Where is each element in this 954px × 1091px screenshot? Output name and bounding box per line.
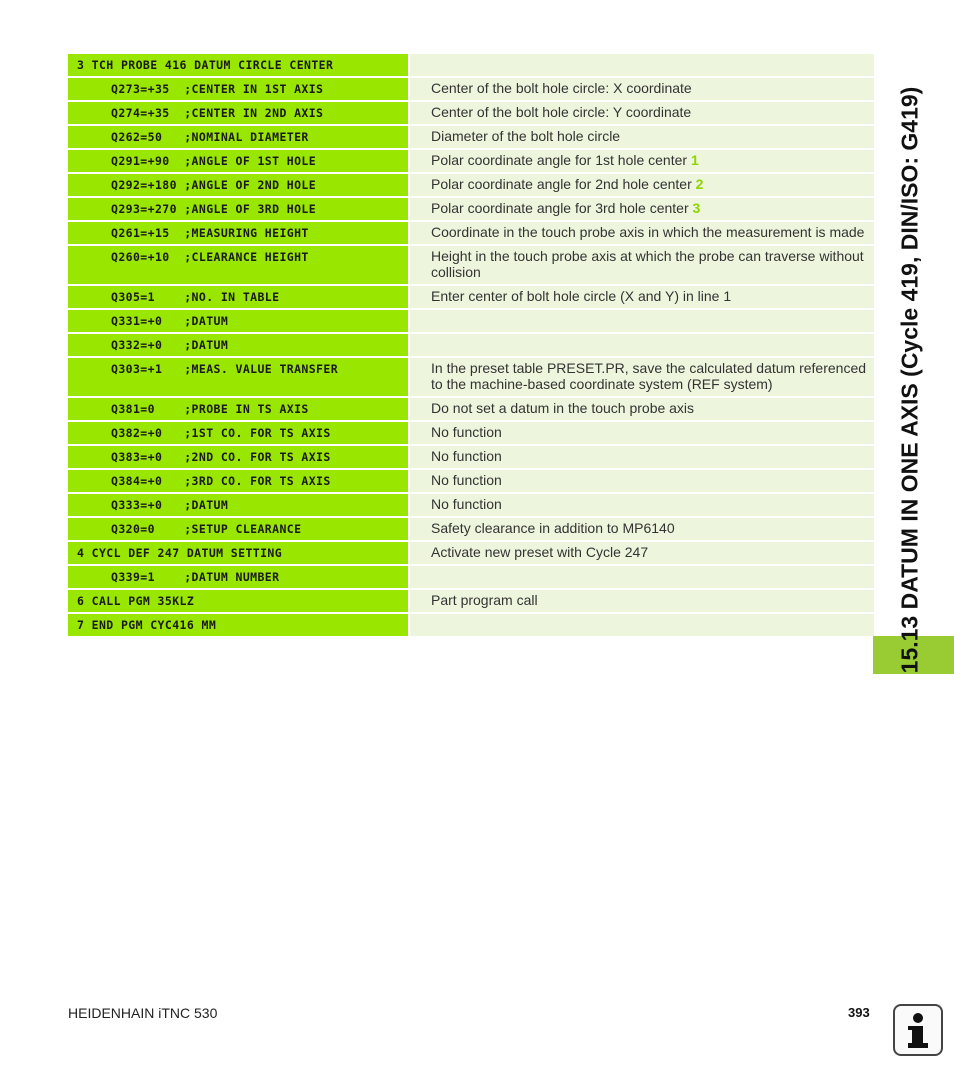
description-cell bbox=[410, 198, 874, 220]
table-row bbox=[68, 470, 874, 492]
description-text: Polar coordinate angle for 1st hole center bbox=[431, 152, 691, 168]
nc-code-cell: Q332=+0 ;DATUM bbox=[68, 334, 408, 356]
description-text: No function bbox=[431, 472, 502, 488]
table-row bbox=[68, 174, 874, 196]
description-cell bbox=[410, 422, 874, 444]
page-number: 393 bbox=[848, 1005, 870, 1020]
description-cell bbox=[410, 494, 874, 516]
description-text: No function bbox=[431, 424, 502, 440]
nc-code-cell: Q303=+1 ;MEAS. VALUE TRANSFER bbox=[68, 358, 408, 396]
nc-code-cell: 6 CALL PGM 35KLZ bbox=[68, 590, 408, 612]
nc-code-cell: 3 TCH PROBE 416 DATUM CIRCLE CENTER bbox=[68, 54, 408, 76]
description-text: Center of the bolt hole circle: Y coordinate bbox=[431, 104, 692, 120]
description-cell bbox=[410, 398, 874, 420]
description-cell bbox=[410, 222, 874, 244]
figure-reference-number: 1 bbox=[690, 152, 699, 168]
description-cell bbox=[410, 614, 874, 636]
table-row bbox=[68, 614, 874, 636]
description-cell bbox=[410, 590, 874, 612]
description-cell bbox=[410, 470, 874, 492]
description-text: No function bbox=[431, 448, 502, 464]
figure-reference-number: 2 bbox=[695, 176, 704, 192]
description-text: No function bbox=[431, 496, 502, 512]
description-text: Part program call bbox=[431, 592, 538, 608]
description-cell bbox=[410, 446, 874, 468]
nc-code-cell: Q384=+0 ;3RD CO. FOR TS AXIS bbox=[68, 470, 408, 492]
table-row bbox=[68, 398, 874, 420]
description-cell bbox=[410, 102, 874, 124]
nc-code-cell: Q262=50 ;NOMINAL DIAMETER bbox=[68, 126, 408, 148]
table-row bbox=[68, 566, 874, 588]
table-row bbox=[68, 422, 874, 444]
description-text: Enter center of bolt hole circle (X and Y) in line 1 bbox=[431, 288, 732, 304]
table-row bbox=[68, 446, 874, 468]
nc-code-cell: Q382=+0 ;1ST CO. FOR TS AXIS bbox=[68, 422, 408, 444]
table-row bbox=[68, 78, 874, 100]
nc-code-cell: Q273=+35 ;CENTER IN 1ST AXIS bbox=[68, 78, 408, 100]
nc-code-cell: Q381=0 ;PROBE IN TS AXIS bbox=[68, 398, 408, 420]
description-cell bbox=[410, 310, 874, 332]
description-cell bbox=[410, 54, 874, 76]
description-cell bbox=[410, 150, 874, 172]
footer-manual-name: HEIDENHAIN iTNC 530 bbox=[68, 1005, 218, 1021]
nc-code-cell: Q331=+0 ;DATUM bbox=[68, 310, 408, 332]
figure-reference-number: 3 bbox=[692, 200, 701, 216]
description-cell bbox=[410, 126, 874, 148]
table-row bbox=[68, 126, 874, 148]
table-row bbox=[68, 590, 874, 612]
description-text: Polar coordinate angle for 2nd hole center bbox=[431, 176, 696, 192]
table-row bbox=[68, 518, 874, 540]
description-text: Do not set a datum in the touch probe axis bbox=[431, 400, 695, 416]
table-row bbox=[68, 358, 874, 396]
description-cell bbox=[410, 174, 874, 196]
nc-code-cell: Q261=+15 ;MEASURING HEIGHT bbox=[68, 222, 408, 244]
description-cell bbox=[410, 542, 874, 564]
nc-code-cell: Q291=+90 ;ANGLE OF 1ST HOLE bbox=[68, 150, 408, 172]
description-cell bbox=[410, 78, 874, 100]
description-text: Center of the bolt hole circle: X coordinate bbox=[431, 80, 692, 96]
description-cell bbox=[410, 518, 874, 540]
table-row bbox=[68, 54, 874, 76]
description-text: Safety clearance in addition to MP6140 bbox=[431, 520, 675, 536]
table-row bbox=[68, 246, 874, 284]
description-text: Coordinate in the touch probe axis in which the measurement is made bbox=[431, 224, 865, 240]
table-row bbox=[68, 150, 874, 172]
nc-code-cell: Q333=+0 ;DATUM bbox=[68, 494, 408, 516]
description-cell bbox=[410, 334, 874, 356]
program-table bbox=[68, 54, 874, 638]
chapter-title: 15.13 DATUM IN ONE AXIS (Cycle 419, DIN/ISO: G419) bbox=[896, 86, 923, 674]
nc-code-cell: Q260=+10 ;CLEARANCE HEIGHT bbox=[68, 246, 408, 284]
table-row bbox=[68, 198, 874, 220]
description-cell bbox=[410, 358, 874, 396]
nc-code-cell: 7 END PGM CYC416 MM bbox=[68, 614, 408, 636]
table-row bbox=[68, 286, 874, 308]
table-row bbox=[68, 494, 874, 516]
description-text: Polar coordinate angle for 3rd hole center bbox=[431, 200, 693, 216]
description-text: Diameter of the bolt hole circle bbox=[431, 128, 621, 144]
nc-code-cell: Q339=1 ;DATUM NUMBER bbox=[68, 566, 408, 588]
table-row bbox=[68, 102, 874, 124]
nc-code-cell: 4 CYCL DEF 247 DATUM SETTING bbox=[68, 542, 408, 564]
description-cell bbox=[410, 286, 874, 308]
description-cell bbox=[410, 246, 874, 284]
nc-code-cell: Q274=+35 ;CENTER IN 2ND AXIS bbox=[68, 102, 408, 124]
table-row bbox=[68, 310, 874, 332]
nc-code-cell: Q320=0 ;SETUP CLEARANCE bbox=[68, 518, 408, 540]
nc-code-cell: Q293=+270 ;ANGLE OF 3RD HOLE bbox=[68, 198, 408, 220]
description-text: Height in the touch probe axis at which the probe can traverse without collision bbox=[431, 248, 864, 280]
table-row bbox=[68, 542, 874, 564]
description-cell bbox=[410, 566, 874, 588]
description-text: In the preset table PRESET.PR, save the calculated datum referenced to the machine-based coordinate system (REF system) bbox=[431, 360, 867, 392]
nc-code-cell: Q292=+180 ;ANGLE OF 2ND HOLE bbox=[68, 174, 408, 196]
info-icon bbox=[893, 1004, 943, 1056]
nc-code-cell: Q305=1 ;NO. IN TABLE bbox=[68, 286, 408, 308]
table-row bbox=[68, 334, 874, 356]
description-text: Activate new preset with Cycle 247 bbox=[431, 544, 649, 560]
table-row bbox=[68, 222, 874, 244]
nc-code-cell: Q383=+0 ;2ND CO. FOR TS AXIS bbox=[68, 446, 408, 468]
